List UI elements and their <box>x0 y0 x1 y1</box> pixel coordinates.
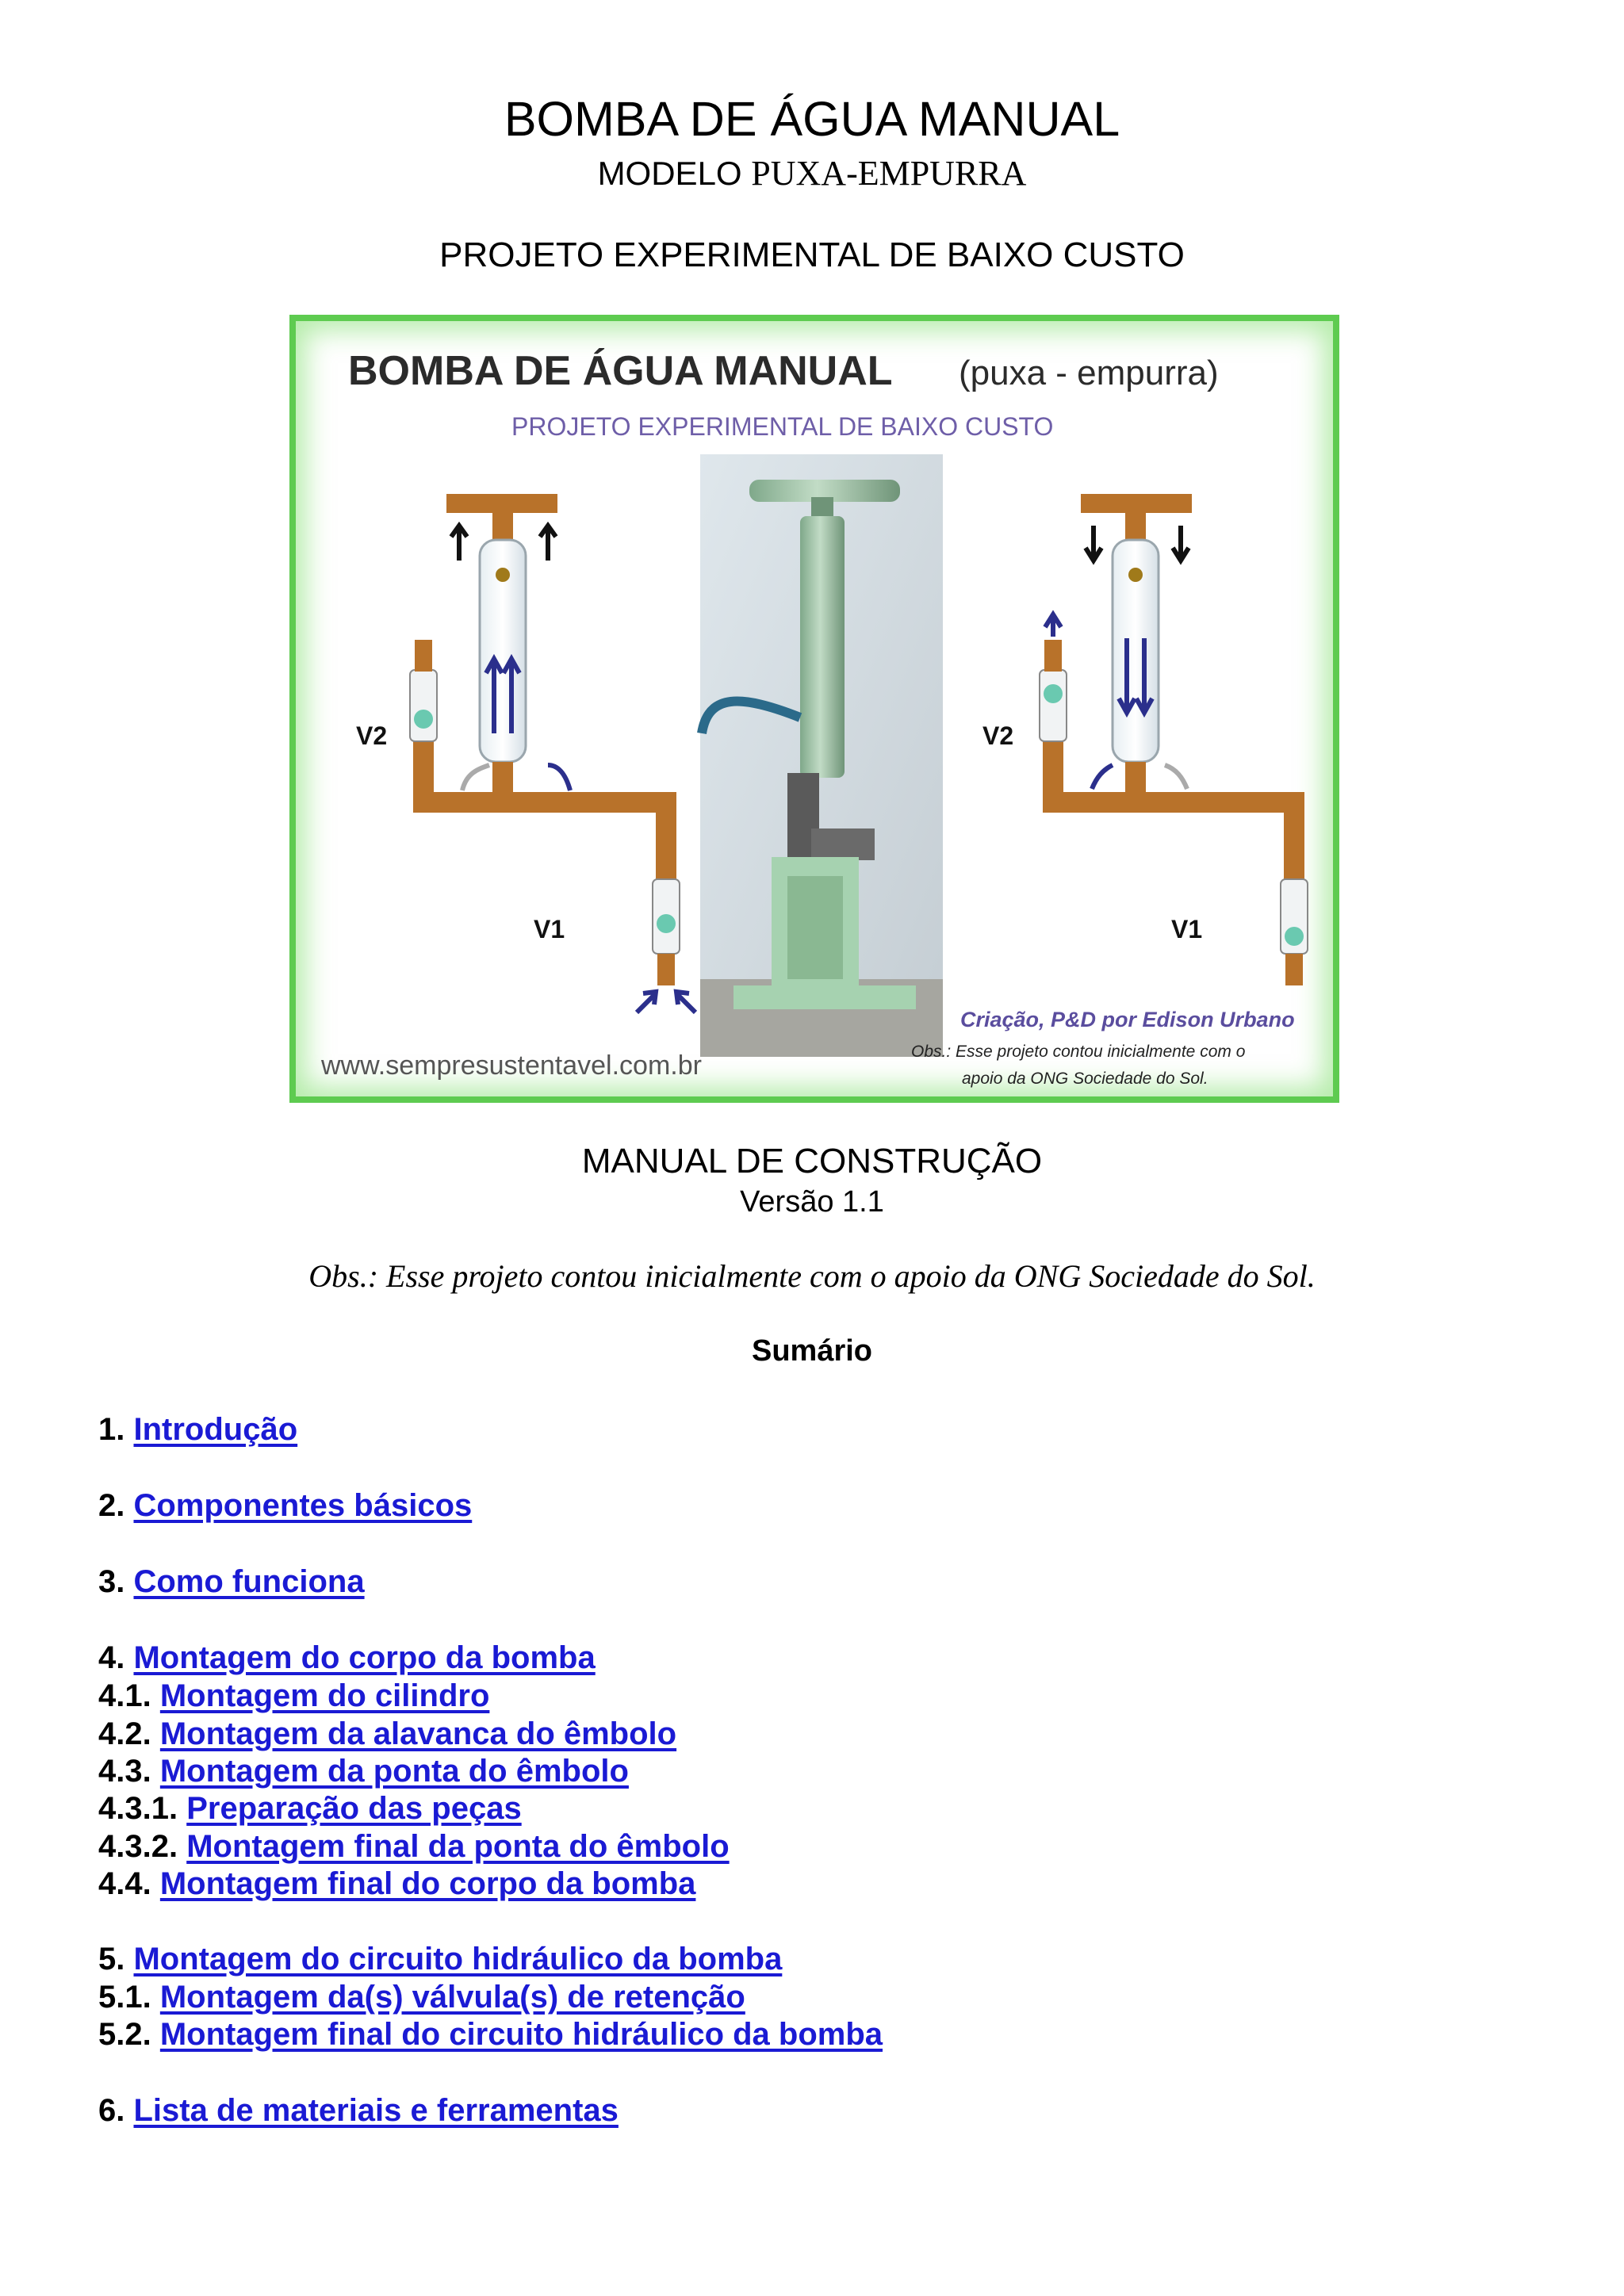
document-title: BOMBA DE ÁGUA MANUAL <box>504 92 1120 146</box>
label-v1-left: V1 <box>534 915 565 943</box>
toc-link-montagem-final-circuito[interactable]: Montagem final do circuito hidráulico da bomba <box>159 2017 883 2052</box>
toc-link-montagem-alavanca[interactable]: Montagem da alavanca do êmbolo <box>159 1716 677 1751</box>
toc-item <box>98 1868 695 1900</box>
toc-item <box>98 1831 730 1862</box>
arrow-down-icon <box>1086 526 1101 561</box>
flow-arrow-icon <box>462 765 489 790</box>
toc-number: 4.3.2. <box>98 1829 178 1864</box>
toc-link-montagem-final-corpo[interactable]: Montagem final do corpo da bomba <box>159 1866 696 1901</box>
summary-heading: Sumário <box>751 1334 873 1368</box>
toc-item <box>98 2019 883 2050</box>
pump-diagram-svg <box>296 321 1333 1096</box>
subtitle-model: PUXA-EMPURRA <box>751 154 1027 193</box>
document-subtitle <box>0 156 1624 191</box>
toc-link-preparacao-pecas[interactable]: Preparação das peças <box>186 1791 522 1826</box>
toc-item <box>98 1943 782 1975</box>
toc-item <box>98 1755 629 1787</box>
toc-item <box>98 1566 365 1598</box>
toc-number: 4. <box>98 1640 125 1675</box>
toc-link-valvulas-retencao[interactable]: Montagem da(s) válvula(s) de retenção <box>159 1980 745 2015</box>
toc-item <box>98 1414 297 1445</box>
toc-link-circuito-hidraulico[interactable]: Montagem do circuito hidráulico da bomba <box>133 1942 783 1976</box>
toc-item <box>98 1490 472 1521</box>
toc-number: 4.4. <box>98 1866 151 1901</box>
toc-link-montagem-final-ponta[interactable]: Montagem final da ponta do êmbolo <box>186 1829 730 1864</box>
toc-number: 2. <box>98 1488 125 1523</box>
flow-arrow-icon <box>1165 765 1187 789</box>
toc-number: 5.2. <box>98 2017 151 2052</box>
toc-link-montagem-ponta[interactable]: Montagem da ponta do êmbolo <box>159 1754 629 1789</box>
diagram-right <box>982 494 1308 985</box>
toc-number: 4.3. <box>98 1754 151 1789</box>
subtitle-prefix: MODELO <box>597 155 742 192</box>
pump-photo <box>700 454 943 1057</box>
flow-arrow-icon <box>548 765 570 790</box>
toc-link-montagem-corpo[interactable]: Montagem do corpo da bomba <box>133 1640 596 1675</box>
arrow-down-icon <box>1173 526 1189 561</box>
label-v2-right: V2 <box>982 721 1014 750</box>
figure-note-line2: apoio da ONG Sociedade do Sol. <box>962 1070 1208 1088</box>
figure-note-line1: Obs.: Esse projeto contou inicialmente com o <box>911 1043 1246 1061</box>
pump-illustration <box>289 315 1339 1103</box>
toc-item <box>98 1793 522 1824</box>
toc-link-como-funciona[interactable]: Como funciona <box>133 1564 365 1599</box>
toc-link-lista-materiais[interactable]: Lista de materiais e ferramentas <box>133 2093 619 2128</box>
toc-number: 1. <box>98 1412 125 1447</box>
toc-item <box>98 1981 745 2013</box>
label-v1-right: V1 <box>1171 915 1203 943</box>
toc-link-montagem-cilindro[interactable]: Montagem do cilindro <box>159 1678 490 1713</box>
toc-number: 4.1. <box>98 1678 151 1713</box>
figure-website: www.sempresustentavel.com.br <box>321 1050 702 1081</box>
diagram-left <box>356 494 695 1012</box>
outflow-arrow-icon <box>1045 614 1061 637</box>
toc-number: 4.3.1. <box>98 1791 178 1826</box>
intake-arrow-icon <box>637 992 656 1012</box>
valve-v2-left <box>410 670 437 741</box>
toc-link-componentes[interactable]: Componentes básicos <box>133 1488 473 1523</box>
project-heading: PROJETO EXPERIMENTAL DE BAIXO CUSTO <box>439 235 1185 274</box>
arrow-up-icon <box>540 526 556 561</box>
toc-number: 5.1. <box>98 1980 151 2015</box>
toc-number: 3. <box>98 1564 125 1599</box>
figure-title-suffix: (puxa - empurra) <box>959 354 1219 392</box>
valve-v2-right <box>1040 670 1067 741</box>
flow-arrow-icon <box>1092 765 1113 789</box>
toc-number: 4.2. <box>98 1716 151 1751</box>
manual-title: MANUAL DE CONSTRUÇÃO <box>581 1142 1043 1181</box>
label-v2-left: V2 <box>356 721 388 750</box>
toc-number: 6. <box>98 2093 125 2128</box>
toc-link-introducao[interactable]: Introdução <box>133 1412 298 1447</box>
toc-number: 5. <box>98 1942 125 1976</box>
toc-item <box>98 2095 619 2126</box>
figure-title: BOMBA DE ÁGUA MANUAL <box>348 348 893 394</box>
figure-credit: Criação, P&D por Edison Urbano <box>960 1008 1295 1031</box>
manual-version: Versão 1.1 <box>740 1185 884 1219</box>
support-note: Obs.: Esse projeto contou inicialmente com o apoio da ONG Sociedade do Sol. <box>308 1258 1316 1294</box>
toc-item <box>98 1642 596 1674</box>
figure-subtitle: PROJETO EXPERIMENTAL DE BAIXO CUSTO <box>511 412 1054 441</box>
arrow-up-icon <box>451 526 467 561</box>
toc-item <box>98 1680 489 1712</box>
intake-arrow-icon <box>676 992 695 1012</box>
toc-item <box>98 1718 676 1750</box>
